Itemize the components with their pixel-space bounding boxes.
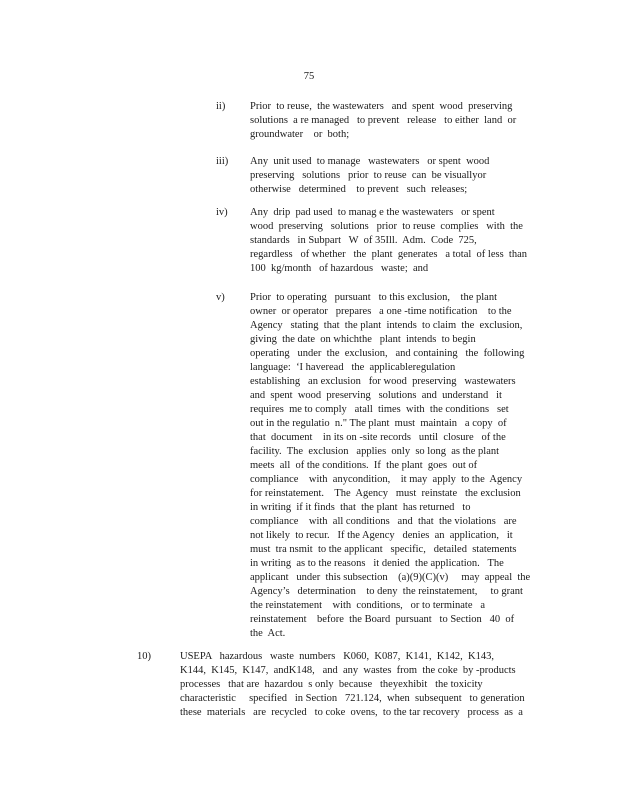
text-line: and spent wood preserving solutions and understand it: [250, 390, 502, 401]
text-line: reinstatement before the Board pursuant to Section 40 of: [250, 614, 515, 625]
list-item-marker: ii): [216, 101, 226, 112]
text-line: requires me to comply atall times with the conditions set: [250, 404, 509, 415]
text-line: compliance with anycondition, it may apply to the Agency: [250, 474, 523, 485]
text-line: in writing if it finds that the plant has returned to: [250, 502, 471, 513]
text-line: preserving solutions prior to reuse can be visuallyor: [250, 170, 487, 181]
text-line: facility. The exclusion applies only so long as the plant: [250, 446, 500, 457]
text-line: Prior to reuse, the wastewaters and spent wood preserving: [250, 101, 513, 112]
text-line: the Act.: [250, 628, 286, 639]
text-line: out in the regulatio n." The plant must maintain a copy of: [250, 418, 507, 429]
list-item-text: [250, 155, 560, 197]
text-line: USEPA hazardous waste numbers K060, K087, K141, K142, K143,: [180, 651, 495, 662]
list-item-marker: v): [216, 292, 225, 303]
list-item-text: [250, 291, 560, 641]
text-line: compliance with all conditions and that the violations are: [250, 516, 517, 527]
text-line: characteristic specified in Section 721.124, when subsequent to generation: [180, 693, 525, 704]
text-line: Prior to operating pursuant to this exclusion, the plant: [250, 292, 498, 303]
text-line: processes that are hazardou s only because theyexhibit the toxicity: [180, 679, 483, 690]
text-line: regardless of whether the plant generates a total of less than: [250, 249, 527, 260]
text-line: Any unit used to manage wastewaters or spent wood: [250, 156, 490, 167]
text-line: applicant under this subsection (a)(9)(C)(v) may appeal the: [250, 572, 531, 583]
text-line: the reinstatement with conditions, or to terminate a: [250, 600, 486, 611]
text-line: 100 kg/month of hazardous waste; and: [250, 263, 429, 274]
text-line: standards in Subpart W of 35Ill. Adm. Code 725,: [250, 235, 477, 246]
text-line: that document in its on -site records until closure of the: [250, 432, 506, 443]
list-item-marker: 10): [137, 651, 151, 662]
text-line: K144, K145, K147, andK148, and any wastes from the coke by -products: [180, 665, 516, 676]
text-line: language: ‘I haveread the applicableregulation: [250, 362, 456, 373]
list-item-text: [250, 100, 560, 142]
text-line: groundwater or both;: [250, 129, 350, 140]
text-line: Any drip pad used to manag e the wastewaters or spent: [250, 207, 495, 218]
list-item-text: [250, 206, 560, 276]
text-line: solutions a re managed to prevent release to either land or: [250, 115, 517, 126]
text-line: in writing as to the reasons it denied the application. The: [250, 558, 504, 569]
text-line: must tra nsmit to the applicant specific, detailed statements: [250, 544, 517, 555]
text-line: establishing an exclusion for wood preserving wastewaters: [250, 376, 516, 387]
page-number: 75: [303, 71, 315, 82]
list-item-marker: iv): [216, 207, 228, 218]
text-line: operating under the exclusion, and containing the following: [250, 348, 525, 359]
text-line: for reinstatement. The Agency must reinstate the exclusion: [250, 488, 521, 499]
text-line: Agency stating that the plant intends to claim the exclusion,: [250, 320, 523, 331]
text-line: wood preserving solutions prior to reuse complies with the: [250, 221, 523, 232]
text-line: giving the date on whichthe plant intends to begin: [250, 334, 476, 345]
list-item-text: [180, 650, 552, 720]
text-line: these materials are recycled to coke ovens, to the tar recovery process as a: [180, 707, 523, 718]
text-line: not likely to recur. If the Agency denies an application, it: [250, 530, 513, 541]
list-item-marker: iii): [216, 156, 229, 167]
text-line: owner or operator prepares a one -time notification to the: [250, 306, 512, 317]
text-line: Agency’s determination to deny the reinstatement, to grant: [250, 586, 523, 597]
text-line: meets all of the conditions. If the plant goes out of: [250, 460, 478, 471]
text-line: otherwise determined to prevent such releases;: [250, 184, 468, 195]
